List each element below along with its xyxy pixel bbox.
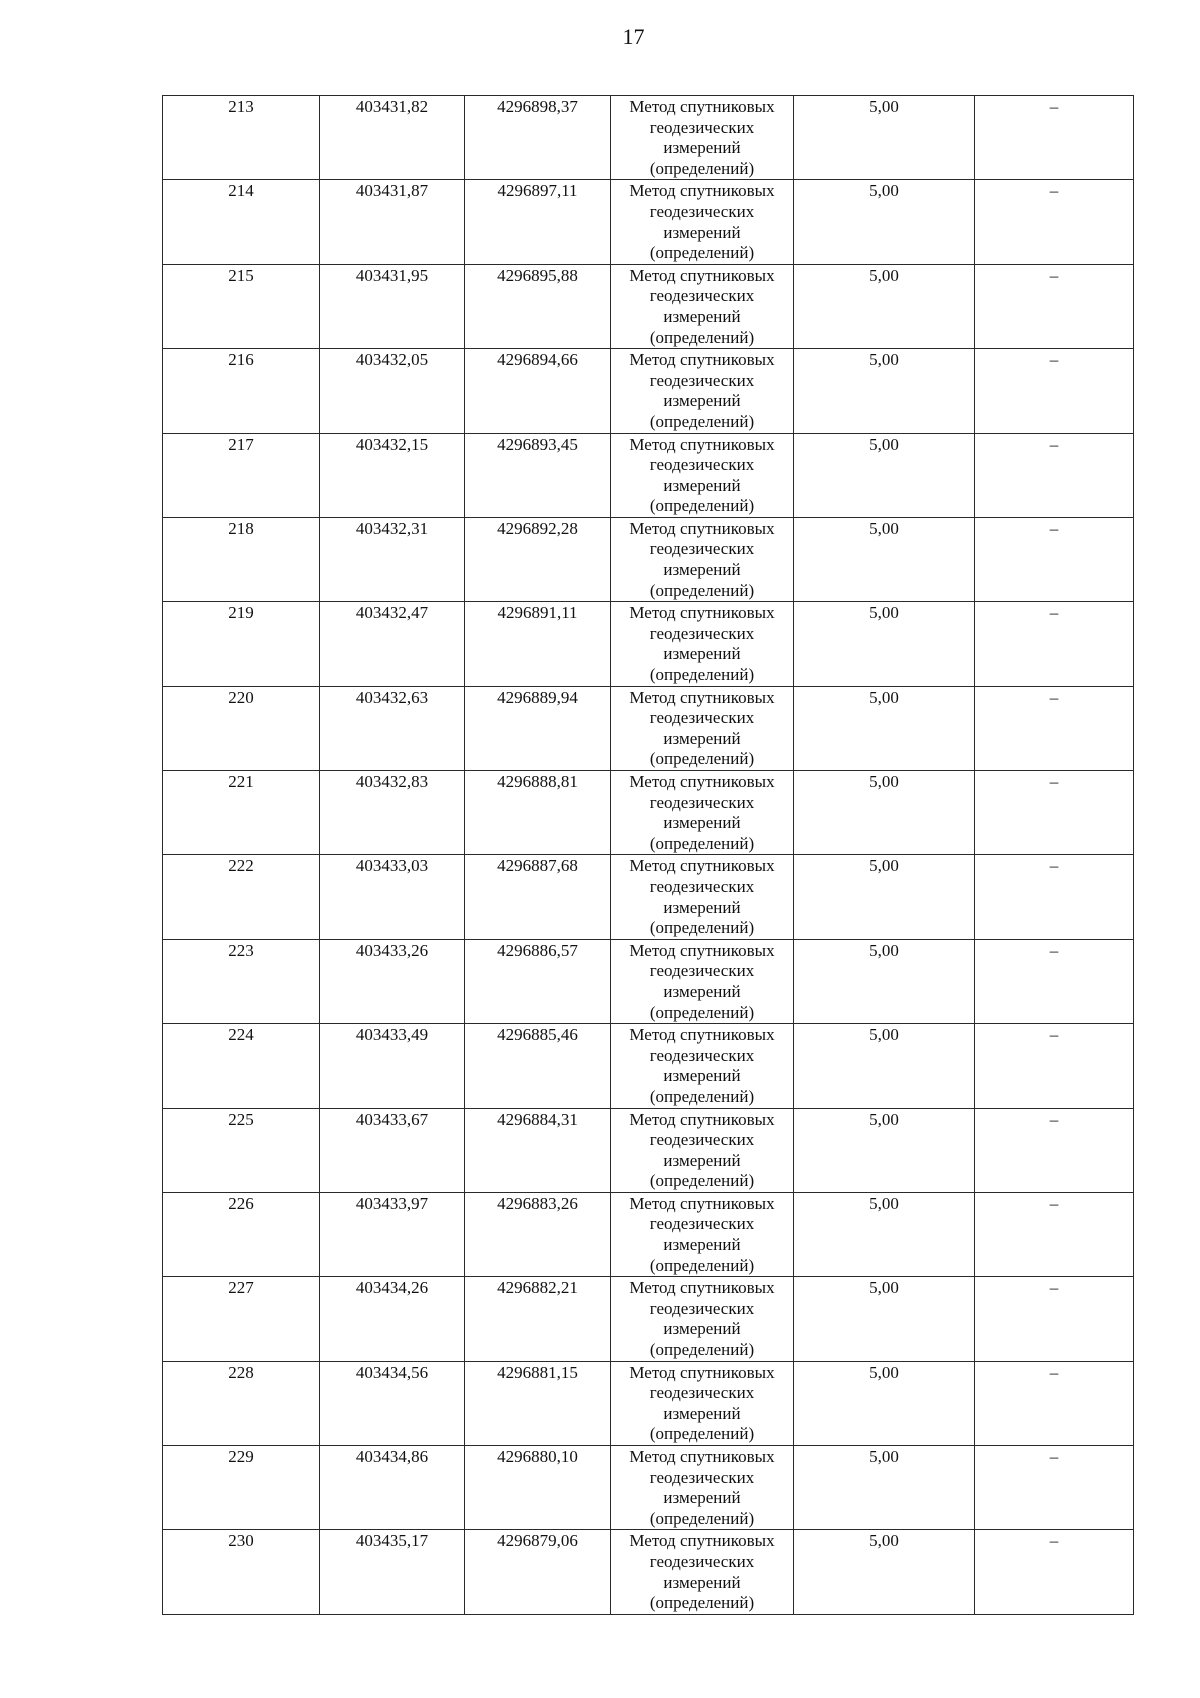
x-coordinate-cell: 403433,49 bbox=[320, 1024, 465, 1108]
method-text: измерений bbox=[663, 1403, 741, 1423]
table-row bbox=[163, 349, 1134, 433]
method-text: измерений bbox=[663, 138, 741, 158]
method-text: Метод спутниковых bbox=[629, 1362, 775, 1382]
method-text: измерений bbox=[663, 475, 741, 495]
method-text: Метод спутниковых bbox=[629, 97, 775, 116]
page-number: 17 bbox=[622, 24, 645, 49]
note-cell: – bbox=[975, 1361, 1134, 1445]
note-cell: – bbox=[975, 1530, 1134, 1614]
note-cell: – bbox=[975, 771, 1134, 855]
point-number-cell: 222 bbox=[163, 855, 320, 939]
method-text: Метод спутниковых bbox=[629, 1531, 775, 1551]
table-row bbox=[163, 517, 1134, 601]
y-coordinate-cell: 4296887,68 bbox=[465, 855, 611, 939]
method-text: (определений) bbox=[649, 158, 755, 178]
x-coordinate-cell: 403432,31 bbox=[320, 517, 465, 601]
method-text: Метод спутниковых bbox=[629, 772, 775, 791]
method-cell bbox=[611, 855, 794, 939]
accuracy-cell: 5,00 bbox=[794, 1192, 975, 1276]
note-cell: – bbox=[975, 1192, 1134, 1276]
method-text: Метод спутниковых bbox=[629, 687, 775, 707]
method-cell bbox=[611, 433, 794, 517]
accuracy-cell: 5,00 bbox=[794, 1024, 975, 1108]
method-text: геодезических bbox=[649, 1551, 755, 1571]
x-coordinate-cell: 403433,67 bbox=[320, 1108, 465, 1192]
method-text: измерений bbox=[663, 1572, 741, 1592]
method-text: Метод спутниковых bbox=[629, 434, 775, 454]
method-text: (определений) bbox=[649, 580, 755, 600]
method-text: (определений) bbox=[649, 1086, 755, 1106]
table-row bbox=[163, 602, 1134, 686]
method-cell bbox=[611, 686, 794, 770]
note-cell: – bbox=[975, 264, 1134, 348]
method-cell bbox=[611, 771, 794, 855]
table-row bbox=[163, 96, 1134, 180]
note-cell: – bbox=[975, 1446, 1134, 1530]
method-text: (определений) bbox=[649, 243, 755, 263]
method-cell bbox=[611, 602, 794, 686]
table-body bbox=[163, 96, 1134, 1615]
note-cell: – bbox=[975, 433, 1134, 517]
y-coordinate-cell: 4296888,81 bbox=[465, 771, 611, 855]
point-number-cell: 224 bbox=[163, 1024, 320, 1108]
method-text: геодезических bbox=[649, 455, 755, 475]
y-coordinate-cell: 4296897,11 bbox=[465, 180, 611, 264]
accuracy-cell: 5,00 bbox=[794, 939, 975, 1023]
accuracy-cell: 5,00 bbox=[794, 517, 975, 601]
method-text: (определений) bbox=[649, 1002, 755, 1022]
method-text: Метод спутниковых bbox=[629, 856, 775, 876]
note-cell: – bbox=[975, 855, 1134, 939]
method-cell bbox=[611, 1361, 794, 1445]
method-text: геодезических bbox=[649, 961, 755, 981]
method-cell bbox=[611, 1277, 794, 1361]
method-text: Метод спутниковых bbox=[629, 350, 775, 370]
method-text: геодезических bbox=[649, 1298, 755, 1318]
method-text: (определений) bbox=[649, 1171, 755, 1191]
x-coordinate-cell: 403433,97 bbox=[320, 1192, 465, 1276]
method-text: измерений bbox=[663, 897, 741, 917]
method-text: (определений) bbox=[649, 665, 755, 685]
method-cell bbox=[611, 517, 794, 601]
method-text: Метод спутниковых bbox=[629, 181, 775, 201]
y-coordinate-cell: 4296889,94 bbox=[465, 686, 611, 770]
method-text: измерений bbox=[663, 813, 741, 833]
method-text: геодезических bbox=[649, 1130, 755, 1150]
x-coordinate-cell: 403434,86 bbox=[320, 1446, 465, 1530]
method-text: (определений) bbox=[649, 1340, 755, 1360]
coordinates-table bbox=[162, 95, 1134, 1615]
x-coordinate-cell: 403432,47 bbox=[320, 602, 465, 686]
point-number-cell: 214 bbox=[163, 180, 320, 264]
x-coordinate-cell: 403432,05 bbox=[320, 349, 465, 433]
method-cell bbox=[611, 180, 794, 264]
table-row bbox=[163, 180, 1134, 264]
method-text: измерений bbox=[663, 560, 741, 580]
y-coordinate-cell: 4296893,45 bbox=[465, 433, 611, 517]
method-cell bbox=[611, 1108, 794, 1192]
method-cell bbox=[611, 96, 794, 180]
method-text: измерений bbox=[663, 644, 741, 664]
accuracy-cell: 5,00 bbox=[794, 1446, 975, 1530]
method-text: Метод спутниковых bbox=[629, 1447, 775, 1466]
x-coordinate-cell: 403433,26 bbox=[320, 939, 465, 1023]
method-cell bbox=[611, 1024, 794, 1108]
accuracy-cell: 5,00 bbox=[794, 180, 975, 264]
y-coordinate-cell: 4296879,06 bbox=[465, 1530, 611, 1614]
y-coordinate-cell: 4296884,31 bbox=[465, 1108, 611, 1192]
note-cell: – bbox=[975, 1277, 1134, 1361]
method-text: (определений) bbox=[649, 1424, 755, 1444]
table-row bbox=[163, 1446, 1134, 1530]
method-text: Метод спутниковых bbox=[629, 518, 775, 538]
accuracy-cell: 5,00 bbox=[794, 686, 975, 770]
method-text: геодезических bbox=[649, 117, 755, 137]
table-row bbox=[163, 1024, 1134, 1108]
method-text: (определений) bbox=[649, 749, 755, 769]
accuracy-cell: 5,00 bbox=[794, 433, 975, 517]
y-coordinate-cell: 4296891,11 bbox=[465, 602, 611, 686]
table-row bbox=[163, 264, 1134, 348]
point-number-cell: 221 bbox=[163, 771, 320, 855]
method-text: Метод спутниковых bbox=[629, 265, 775, 285]
method-text: измерений bbox=[663, 1319, 741, 1339]
accuracy-cell: 5,00 bbox=[794, 1277, 975, 1361]
point-number-cell: 228 bbox=[163, 1361, 320, 1445]
method-text: геодезических bbox=[649, 1467, 755, 1487]
method-text: измерений bbox=[663, 728, 741, 748]
note-cell: – bbox=[975, 686, 1134, 770]
method-text: Метод спутниковых bbox=[629, 603, 775, 623]
y-coordinate-cell: 4296880,10 bbox=[465, 1446, 611, 1530]
note-cell: – bbox=[975, 602, 1134, 686]
note-cell: – bbox=[975, 180, 1134, 264]
method-cell bbox=[611, 1192, 794, 1276]
table-row bbox=[163, 771, 1134, 855]
table-row bbox=[163, 939, 1134, 1023]
x-coordinate-cell: 403434,26 bbox=[320, 1277, 465, 1361]
y-coordinate-cell: 4296882,21 bbox=[465, 1277, 611, 1361]
table-row bbox=[163, 1192, 1134, 1276]
method-text: измерений bbox=[663, 1235, 741, 1255]
method-text: измерений bbox=[663, 1066, 741, 1086]
method-text: (определений) bbox=[649, 833, 755, 853]
x-coordinate-cell: 403431,87 bbox=[320, 180, 465, 264]
method-text: геодезических bbox=[649, 876, 755, 896]
x-coordinate-cell: 403432,15 bbox=[320, 433, 465, 517]
point-number-cell: 223 bbox=[163, 939, 320, 1023]
method-text: (определений) bbox=[649, 1255, 755, 1275]
point-number-cell: 229 bbox=[163, 1446, 320, 1530]
method-text: геодезических bbox=[649, 1383, 755, 1403]
method-text: геодезических bbox=[649, 370, 755, 390]
table-row bbox=[163, 433, 1134, 517]
x-coordinate-cell: 403434,56 bbox=[320, 1361, 465, 1445]
method-text: Метод спутниковых bbox=[629, 940, 775, 960]
x-coordinate-cell: 403435,17 bbox=[320, 1530, 465, 1614]
method-text: Метод спутниковых bbox=[629, 1109, 775, 1129]
table-row bbox=[163, 1530, 1134, 1614]
method-text: (определений) bbox=[649, 1593, 755, 1613]
method-text: измерений bbox=[663, 222, 741, 242]
note-cell: – bbox=[975, 349, 1134, 433]
method-cell bbox=[611, 1446, 794, 1530]
method-text: измерений bbox=[663, 1150, 741, 1170]
accuracy-cell: 5,00 bbox=[794, 602, 975, 686]
method-text: (определений) bbox=[649, 496, 755, 516]
method-text: Метод спутниковых bbox=[629, 1193, 775, 1213]
method-text: измерений bbox=[663, 981, 741, 1001]
x-coordinate-cell: 403431,82 bbox=[320, 96, 465, 180]
point-number-cell: 219 bbox=[163, 602, 320, 686]
method-text: геодезических bbox=[649, 286, 755, 306]
note-cell: – bbox=[975, 517, 1134, 601]
accuracy-cell: 5,00 bbox=[794, 96, 975, 180]
point-number-cell: 218 bbox=[163, 517, 320, 601]
method-cell bbox=[611, 939, 794, 1023]
method-cell bbox=[611, 264, 794, 348]
accuracy-cell: 5,00 bbox=[794, 264, 975, 348]
method-text: геодезических bbox=[649, 201, 755, 221]
x-coordinate-cell: 403431,95 bbox=[320, 264, 465, 348]
accuracy-cell: 5,00 bbox=[794, 349, 975, 433]
method-text: геодезических bbox=[649, 1214, 755, 1234]
method-text: измерений bbox=[663, 1488, 741, 1508]
point-number-cell: 230 bbox=[163, 1530, 320, 1614]
y-coordinate-cell: 4296885,46 bbox=[465, 1024, 611, 1108]
accuracy-cell: 5,00 bbox=[794, 1108, 975, 1192]
x-coordinate-cell: 403432,83 bbox=[320, 771, 465, 855]
y-coordinate-cell: 4296886,57 bbox=[465, 939, 611, 1023]
point-number-cell: 217 bbox=[163, 433, 320, 517]
method-text: геодезических bbox=[649, 792, 755, 812]
note-cell: – bbox=[975, 1108, 1134, 1192]
point-number-cell: 213 bbox=[163, 96, 320, 180]
point-number-cell: 220 bbox=[163, 686, 320, 770]
accuracy-cell: 5,00 bbox=[794, 1530, 975, 1614]
x-coordinate-cell: 403432,63 bbox=[320, 686, 465, 770]
table-row bbox=[163, 1108, 1134, 1192]
point-number-cell: 227 bbox=[163, 1277, 320, 1361]
method-text: геодезических bbox=[649, 623, 755, 643]
accuracy-cell: 5,00 bbox=[794, 771, 975, 855]
point-number-cell: 226 bbox=[163, 1192, 320, 1276]
y-coordinate-cell: 4296892,28 bbox=[465, 517, 611, 601]
y-coordinate-cell: 4296898,37 bbox=[465, 96, 611, 180]
method-text: геодезических bbox=[649, 539, 755, 559]
method-text: (определений) bbox=[649, 411, 755, 431]
accuracy-cell: 5,00 bbox=[794, 1361, 975, 1445]
method-text: измерений bbox=[663, 306, 741, 326]
method-text: (определений) bbox=[649, 327, 755, 347]
x-coordinate-cell: 403433,03 bbox=[320, 855, 465, 939]
note-cell: – bbox=[975, 96, 1134, 180]
point-number-cell: 216 bbox=[163, 349, 320, 433]
method-text: геодезических bbox=[649, 708, 755, 728]
method-text: (определений) bbox=[649, 918, 755, 938]
table-row bbox=[163, 855, 1134, 939]
accuracy-cell: 5,00 bbox=[794, 855, 975, 939]
table-row bbox=[163, 686, 1134, 770]
method-cell bbox=[611, 349, 794, 433]
table-row bbox=[163, 1277, 1134, 1361]
method-cell bbox=[611, 1530, 794, 1614]
point-number-cell: 215 bbox=[163, 264, 320, 348]
method-text: (определений) bbox=[649, 1508, 755, 1528]
note-cell: – bbox=[975, 939, 1134, 1023]
y-coordinate-cell: 4296881,15 bbox=[465, 1361, 611, 1445]
table-row bbox=[163, 1361, 1134, 1445]
note-cell: – bbox=[975, 1024, 1134, 1108]
method-text: измерений bbox=[663, 391, 741, 411]
point-number-cell: 225 bbox=[163, 1108, 320, 1192]
method-text: Метод спутниковых bbox=[629, 1025, 775, 1045]
method-text: геодезических bbox=[649, 1045, 755, 1065]
y-coordinate-cell: 4296895,88 bbox=[465, 264, 611, 348]
method-text: Метод спутниковых bbox=[629, 1278, 775, 1298]
y-coordinate-cell: 4296883,26 bbox=[465, 1192, 611, 1276]
y-coordinate-cell: 4296894,66 bbox=[465, 349, 611, 433]
